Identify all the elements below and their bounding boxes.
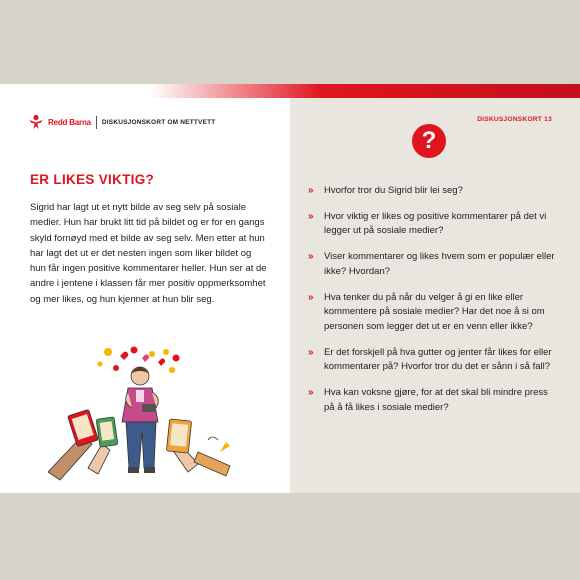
card-number: DISKUSJONSKORT 13 (477, 116, 552, 123)
card-heading: ER LIKES VIKTIG? (30, 172, 155, 187)
chevron-right-icon: » (308, 387, 314, 399)
chevron-right-icon: » (308, 210, 314, 222)
question-item (308, 386, 560, 415)
question-item (308, 291, 560, 335)
chevron-right-icon: » (308, 251, 314, 263)
question-item (308, 184, 560, 199)
chevron-right-icon: » (308, 185, 314, 196)
brand-subtitle: DISKUSJONSKORT OM NETTVETT (101, 118, 216, 126)
question-item (308, 250, 560, 279)
story-text: Sigrid har lagt ut et nytt bilde av seg selv på sosiale medier. Hun har brukt litt tid på bildet og er for en gangs skyld fornøyd med et bilde av seg selv. Men etter at hun har lagt det ut er det nesten ingen som liker bildet og hun får ingen positive kommentarer heller. Hun ser at de andre i jentene i klassen får mer positiv oppmerksomhet og mer likes, og hun kjenner at hun blir seg. (30, 202, 267, 305)
top-bar-red (150, 84, 580, 98)
brand-divider (96, 116, 97, 129)
question-text: Hvor viktig er likes og positive kommentarer på det vi legger ut på sosiale medier? (324, 210, 547, 237)
question-text: Hva tenker du på når du velger å gi en like eller kommentere på sosiale medier? Har det noe å si om personen som legger det ut er en venn eller ikke? (324, 291, 545, 332)
discussion-card (0, 84, 580, 493)
question-list (308, 184, 560, 415)
question-text: Viser kommentarer og likes hvem som er populær eller ikke? Hvordan? (324, 251, 555, 277)
redd-barna-logo-icon (28, 114, 44, 130)
right-panel (290, 98, 580, 493)
question-text: Er det forskjell på hva gutter og jenter får likes for eller kommentarer på? Hvorfor tror du det er sånn i så fall? (324, 346, 552, 373)
question-text: Hvorfor tror du Sigrid blir lei seg? (324, 185, 463, 196)
brand-name: Redd Barna (48, 117, 91, 127)
brand-logo (28, 114, 215, 130)
chevron-right-icon: » (308, 346, 314, 358)
question-icon: ? (412, 124, 446, 158)
question-item (308, 210, 560, 239)
question-text: Hva kan voksne gjøre, for at det skal bli mindre press på å få likes i sosiale medier? (324, 387, 548, 413)
chevron-right-icon: » (308, 291, 314, 303)
question-item (308, 346, 560, 375)
girl-with-phones-illustration (48, 344, 238, 484)
left-panel (0, 98, 290, 493)
